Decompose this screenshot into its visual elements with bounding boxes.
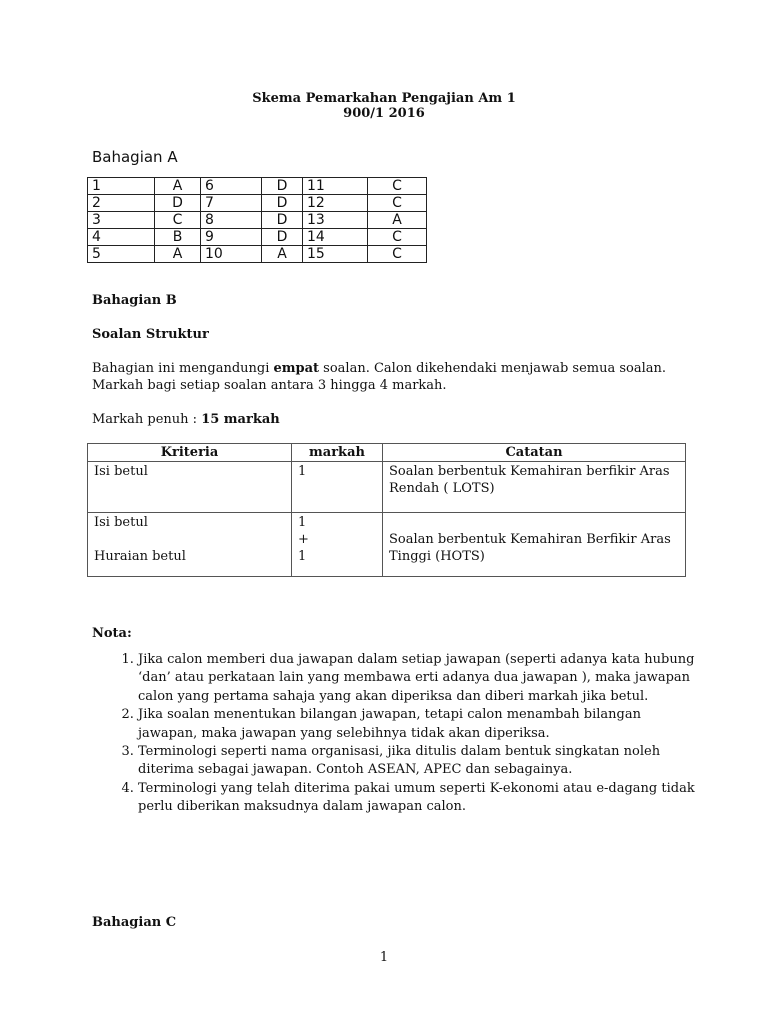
row2-kriteria-huraian: Huraian betul <box>94 549 186 564</box>
nota-heading: Nota: <box>92 626 132 641</box>
bahagian-b-intro <box>92 360 666 377</box>
list-item: 2. Jika soalan menentukan bilangan jawapan, tetapi calon menambah bilangan jawapan, maka jawapan yang selebihnya tidak akan diperiksa. <box>138 706 698 743</box>
header-catatan: Catatan <box>383 444 686 462</box>
answer-cell: A <box>155 178 201 195</box>
answer-cell: D <box>262 229 303 246</box>
answer-cell: C <box>368 178 427 195</box>
page-number: 1 <box>379 950 389 965</box>
bahagian-b-intro-line2: Markah bagi setiap soalan antara 3 hingga 4 markah. <box>92 378 447 393</box>
header-markah: markah <box>292 444 383 462</box>
answer-cell: D <box>262 195 303 212</box>
answer-cell: A <box>155 246 201 263</box>
table-row <box>88 462 686 513</box>
table-row <box>88 246 427 263</box>
kriteria-table <box>87 443 686 577</box>
question-number-cell: 4 <box>88 229 155 246</box>
list-item: 4. Terminologi yang telah diterima pakai umum seperti K-ekonomi atau e-dagang tidak perlu diberikan maksudnya dalam jawapan calon. <box>138 780 698 817</box>
question-number-cell: 8 <box>201 212 262 229</box>
row1-markah: 1 <box>292 462 383 513</box>
list-item: 3. Terminologi seperti nama organisasi, jika ditulis dalam bentuk singkatan noleh diterima sebagai jawapan. Contoh ASEAN, APEC dan sebagainya. <box>138 743 698 780</box>
answer-cell: D <box>155 195 201 212</box>
table-row <box>88 195 427 212</box>
markah-penuh-value: 15 markah <box>201 412 280 427</box>
question-number-cell: 7 <box>201 195 262 212</box>
intro-text-cont: soalan. Calon dikehendaki menjawab semua soalan. <box>319 361 667 376</box>
question-number-cell: 11 <box>303 178 368 195</box>
question-number-cell: 5 <box>88 246 155 263</box>
answer-cell: C <box>155 212 201 229</box>
question-number-cell: 9 <box>201 229 262 246</box>
row1-catatan: Soalan berbentuk Kemahiran berfikir Aras Rendah ( LOTS) <box>383 462 686 513</box>
document-title: Skema Pemarkahan Pengajian Am 1 <box>252 91 516 106</box>
question-number-cell: 1 <box>88 178 155 195</box>
answer-cell: C <box>368 246 427 263</box>
answer-cell: A <box>368 212 427 229</box>
markah-penuh-label: Markah penuh : <box>92 412 202 427</box>
table-row <box>88 212 427 229</box>
answer-cell: C <box>368 229 427 246</box>
intro-bold-text: empat <box>273 361 320 376</box>
question-number-cell: 6 <box>201 178 262 195</box>
answer-cell: A <box>262 246 303 263</box>
document-subtitle: 900/1 2016 <box>343 106 425 121</box>
bahagian-a-answer-table <box>87 177 427 263</box>
bahagian-c-heading: Bahagian C <box>92 915 177 930</box>
answer-cell: C <box>368 195 427 212</box>
row2-catatan <box>383 513 686 577</box>
table-row <box>88 513 686 577</box>
header-kriteria: Kriteria <box>88 444 292 462</box>
intro-text: Bahagian ini mengandungi <box>92 361 274 376</box>
row2-markah <box>292 513 383 577</box>
row2-markah-2: 1 <box>298 549 307 564</box>
kriteria-table-header-row <box>88 444 686 462</box>
row2-markah-1: 1 <box>298 515 307 530</box>
row2-kriteria-isi: Isi betul <box>94 515 148 530</box>
row1-kriteria: Isi betul <box>88 462 292 513</box>
question-number-cell: 14 <box>303 229 368 246</box>
row2-kriteria <box>88 513 292 577</box>
answer-cell: D <box>262 212 303 229</box>
bahagian-b-heading: Bahagian B <box>92 293 177 308</box>
table-row <box>88 229 427 246</box>
markah-penuh <box>92 411 280 428</box>
question-number-cell: 10 <box>201 246 262 263</box>
question-number-cell: 2 <box>88 195 155 212</box>
answer-cell: B <box>155 229 201 246</box>
nota-list <box>98 651 698 817</box>
question-number-cell: 13 <box>303 212 368 229</box>
question-number-cell: 3 <box>88 212 155 229</box>
question-number-cell: 15 <box>303 246 368 263</box>
answer-cell: D <box>262 178 303 195</box>
table-row <box>88 178 427 195</box>
soalan-struktur-heading: Soalan Struktur <box>92 327 209 342</box>
list-item: 1. Jika calon memberi dua jawapan dalam setiap jawapan (seperti adanya kata hubung ‘dan’ atau perkataan lain yang membawa erti adanya dua jawapan ), maka jawapan calon yang pertama sahaja yang akan diperiksa dan diberi markah jika betul. <box>138 651 698 706</box>
row2-catatan-text: Soalan berbentuk Kemahiran Berfikir Aras Tinggi (HOTS) <box>389 532 671 564</box>
row2-markah-plus: + <box>298 532 309 547</box>
bahagian-a-heading: Bahagian A <box>92 148 178 166</box>
question-number-cell: 12 <box>303 195 368 212</box>
